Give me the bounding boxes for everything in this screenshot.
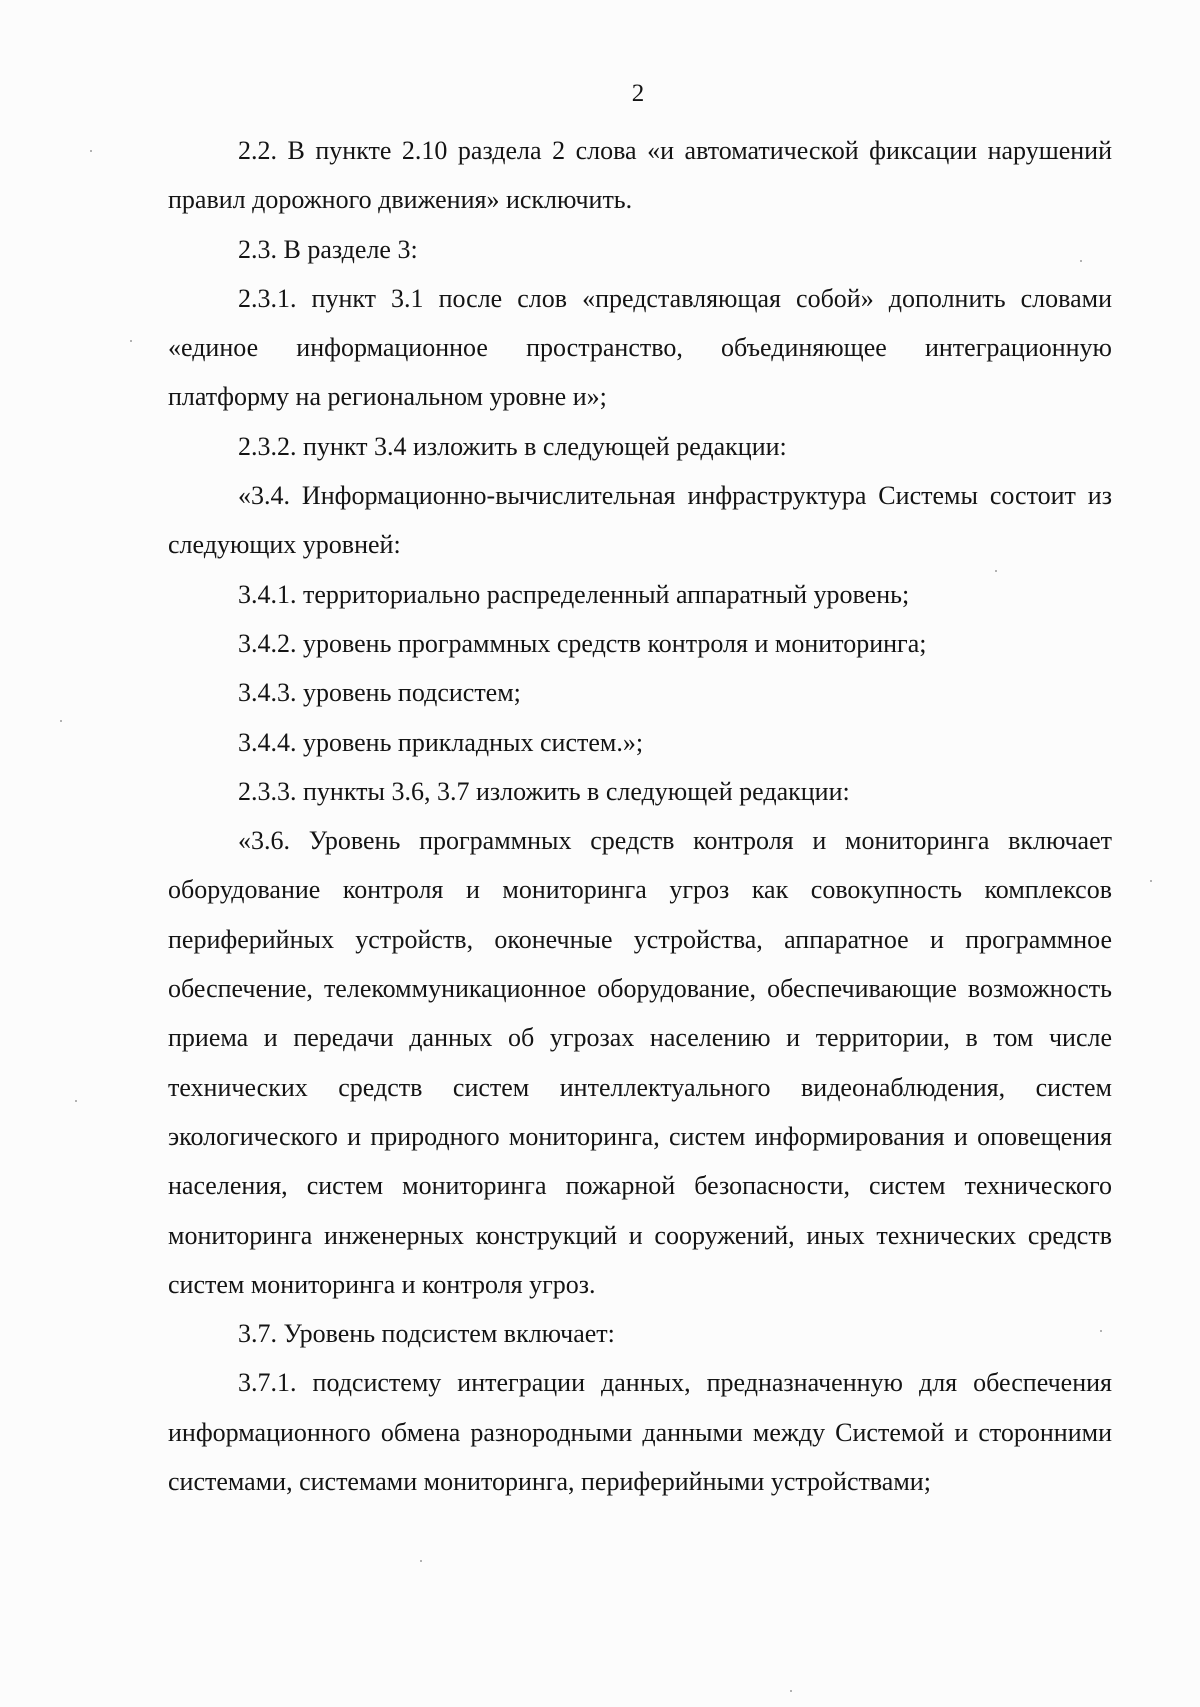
paragraph-3-4: «3.4. Информационно-вычислительная инфраструктура Системы состоит из следующих уровней: xyxy=(168,481,1112,560)
scan-speck xyxy=(420,1560,422,1562)
scan-speck xyxy=(995,570,997,572)
paragraph-3-7-1: 3.7.1. подсистему интеграции данных, предназначенную для обеспечения информационного обмена разнородными данными между Системой и сторонними системами, системами мониторинга, периферийными устройствами; xyxy=(168,1368,1112,1497)
scan-speck xyxy=(1080,260,1082,262)
paragraph-2-3-1: 2.3.1. пункт 3.1 после слов «представляющая собой» дополнить словами «единое информационное пространство, объединяющее интеграционную платформу на региональном уровне и»; xyxy=(168,283,1112,412)
scan-speck xyxy=(75,1100,77,1102)
paragraph-3-4-2: 3.4.2. уровень программных средств контроля и мониторинга; xyxy=(238,628,927,658)
paragraph-3-6: «3.6. Уровень программных средств контроля и мониторинга включает оборудование контроля и мониторинга угроз как совокупность комплексов периферийных устройств, оконечные устройства, аппаратное и программное обеспечение, телекоммуникационное оборудование, обеспечивающие возможность приема и передачи данных об угрозах населению и территории, в том числе технических средств систем интеллектуального видеонаблюдения, систем экологического и природного мониторинга, систем информирования и оповещения населения, систем мониторинга пожарной безопасности, систем технического мониторинга инженерных конструкций и сооружений, иных технических средств систем мониторинга и контроля угроз. xyxy=(168,826,1112,1299)
paragraph-3-7: 3.7. Уровень подсистем включает: xyxy=(238,1319,615,1349)
paragraph-2-3-2: 2.3.2. пункт 3.4 изложить в следующей редакции: xyxy=(238,431,787,461)
paragraph-3-4-3: 3.4.3. уровень подсистем; xyxy=(238,678,521,708)
scan-speck xyxy=(130,340,132,342)
paragraph-3-4-4: 3.4.4. уровень прикладных систем.»; xyxy=(238,727,644,757)
paragraph-2-2: 2.2. В пункте 2.10 раздела 2 слова «и автоматической фиксации нарушений правил дорожного движения» исключить. xyxy=(168,136,1112,215)
paragraph-2-3: 2.3. В разделе 3: xyxy=(238,234,418,264)
scan-speck xyxy=(1100,1330,1102,1332)
paragraph-2-3-3: 2.3.3. пункты 3.6, 3.7 изложить в следующей редакции: xyxy=(238,776,850,806)
scan-speck xyxy=(790,1690,792,1692)
scan-speck xyxy=(90,150,92,152)
paragraph-3-4-1: 3.4.1. территориально распределенный аппаратный уровень; xyxy=(238,579,910,609)
page-number: 2 xyxy=(631,80,645,107)
scan-speck xyxy=(60,720,62,722)
document-body xyxy=(168,126,1112,1506)
scan-speck xyxy=(1150,880,1152,882)
